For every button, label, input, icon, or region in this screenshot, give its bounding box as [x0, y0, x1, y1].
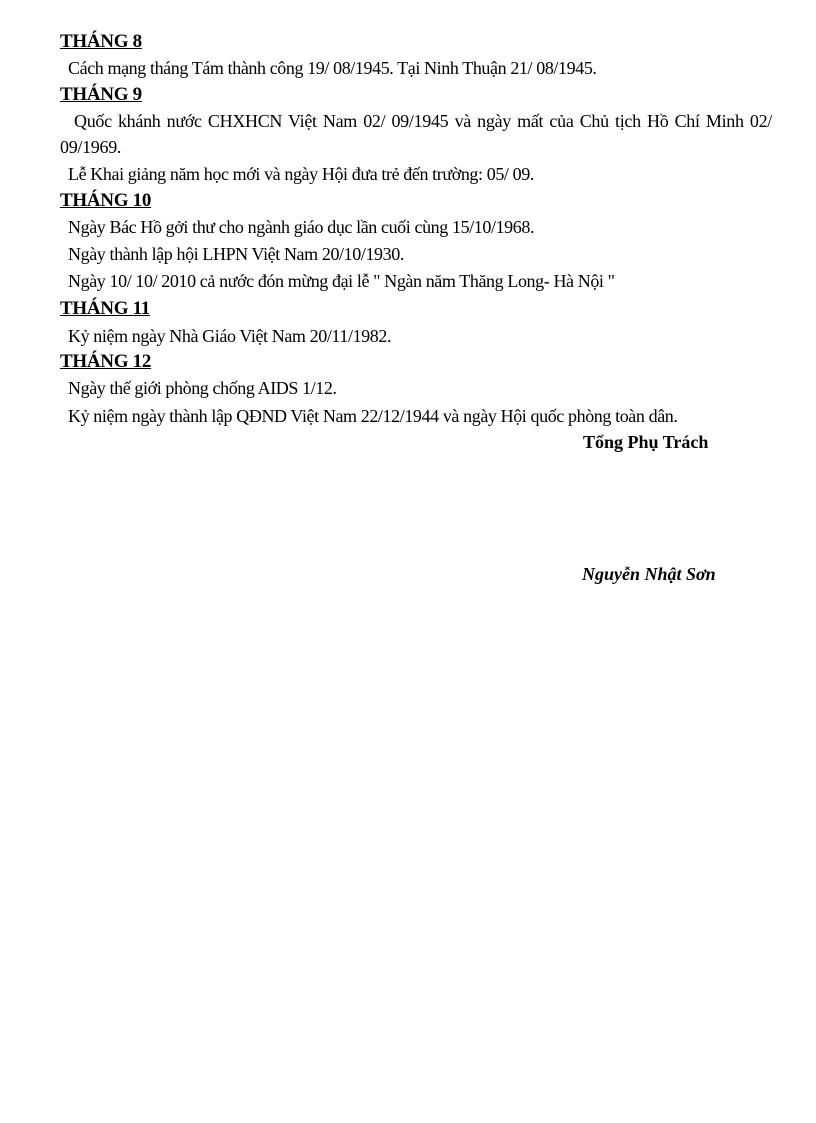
signature-title: Tổng Phụ Trách: [583, 432, 709, 452]
line-thang-8-1: Cách mạng tháng Tám thành công 19/ 08/1945. Tại Ninh Thuận 21/ 08/1945.: [68, 58, 597, 78]
line-thang-9-1: Quốc khánh nước CHXHCN Việt Nam 02/ 09/1945 và ngày mất của Chủ tịch Hồ Chí Minh 02/ 09/1969.: [60, 111, 772, 157]
line-thang-11-1: Kỷ niệm ngày Nhà Giáo Việt Nam 20/11/1982.: [68, 326, 392, 346]
heading-thang-10: THÁNG 10: [60, 190, 152, 211]
line-thang-10-2: Ngày thành lập hội LHPN Việt Nam 20/10/1930.: [68, 244, 404, 264]
heading-thang-8: THÁNG 8: [60, 31, 142, 52]
heading-thang-12: THÁNG 12: [60, 351, 152, 372]
line-thang-10-3: Ngày 10/ 10/ 2010 cả nước đón mừng đại lễ " Ngàn năm Thăng Long- Hà Nội ": [68, 271, 615, 291]
heading-thang-11: THÁNG 11: [60, 298, 150, 319]
line-thang-12-1: Ngày thế giới phòng chống AIDS 1/12.: [68, 378, 337, 398]
line-thang-10-1: Ngày Bác Hồ gởi thư cho ngành giáo dục lần cuối cùng 15/10/1968.: [68, 217, 535, 237]
signature-name: Nguyễn Nhật Sơn: [582, 564, 716, 584]
line-thang-12-2: Kỷ niệm ngày thành lập QĐND Việt Nam 22/12/1944 và ngày Hội quốc phòng toàn dân.: [68, 406, 678, 426]
heading-thang-9: THÁNG 9: [60, 84, 142, 105]
line-thang-9-2: Lễ Khai giảng năm học mới và ngày Hội đưa trẻ đến trường: 05/ 09.: [68, 164, 534, 184]
